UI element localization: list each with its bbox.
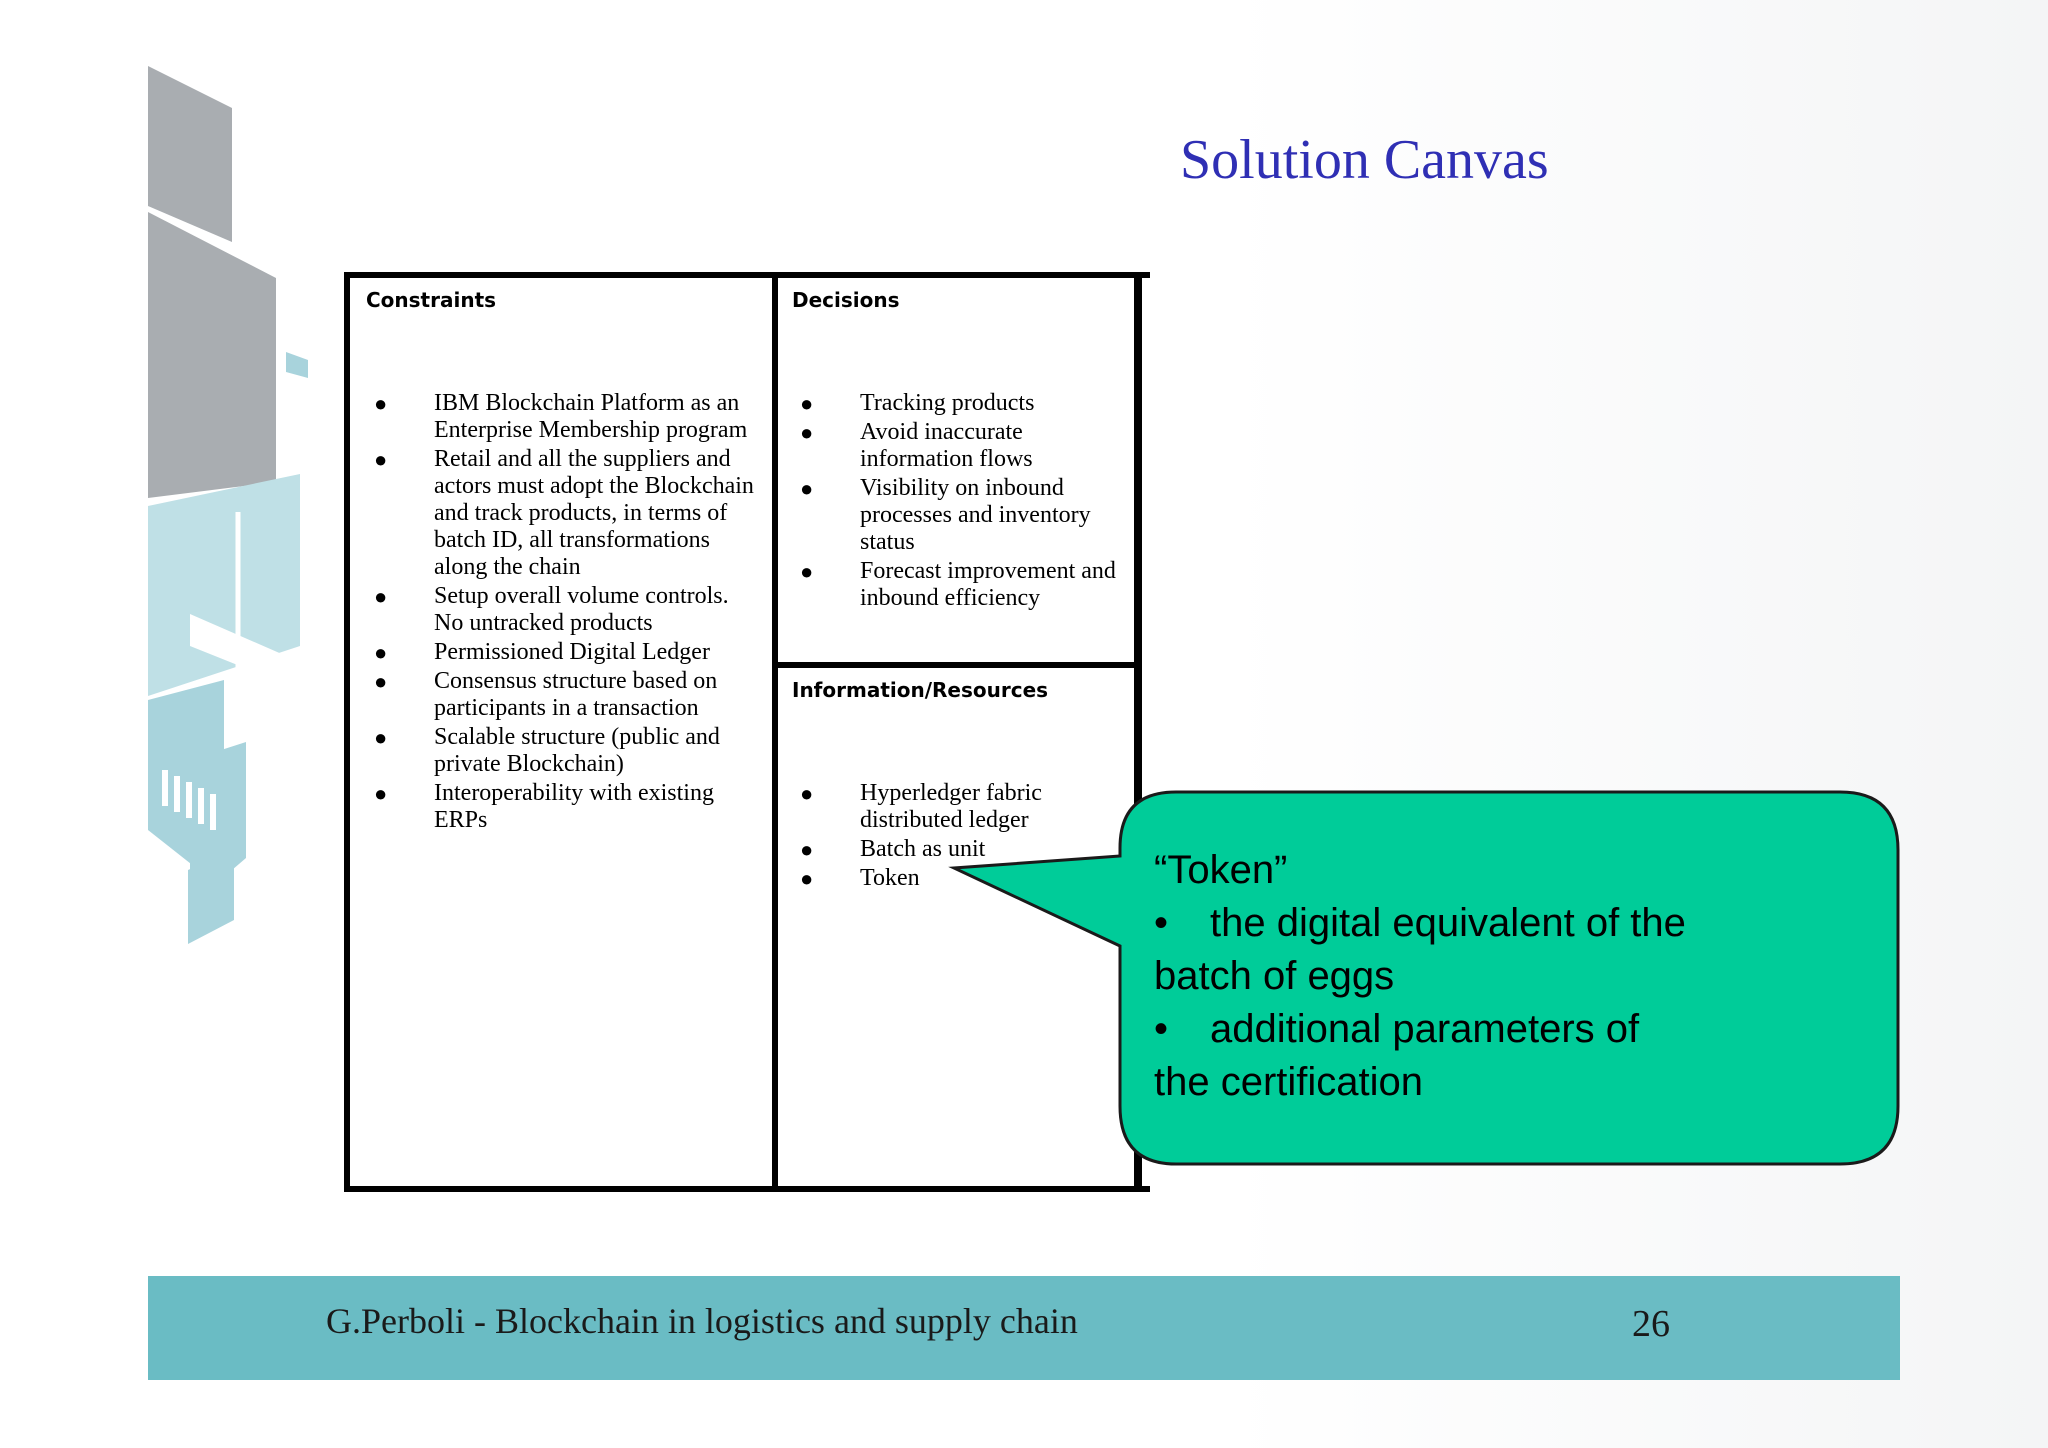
constraint-text: Consensus structure based on participants in a transaction: [434, 668, 718, 721]
slide-title: Solution Canvas: [1180, 129, 1549, 191]
decisions-list: [792, 390, 1124, 612]
bullet-icon: ●: [374, 725, 388, 750]
callout-bullet-2-cont: the certification: [1154, 1060, 1424, 1104]
list-item: [366, 724, 758, 778]
decisions-heading: Decisions: [792, 288, 900, 312]
information-heading: Information/Resources: [792, 678, 1049, 702]
information-text: Batch as unit: [860, 836, 986, 862]
bullet-icon: •: [1154, 1007, 1169, 1051]
constraint-text: Setup overall volume controls. No untracked products: [434, 583, 729, 636]
decision-text: Forecast improvement and inbound efficiency: [860, 558, 1116, 611]
bullet-icon: ●: [800, 476, 814, 501]
footer-text: G.Perboli - Blockchain in logistics and supply chain: [326, 1301, 1078, 1341]
callout-bullet-2: [1154, 1003, 1774, 1056]
information-text: Hyperledger fabric distributed ledger: [860, 780, 1042, 833]
list-item: [792, 475, 1124, 556]
bullet-icon: •: [1154, 901, 1169, 945]
constraint-text: Interoperability with existing ERPs: [434, 780, 714, 833]
decision-text: Tracking products: [860, 390, 1035, 416]
list-item: [792, 390, 1124, 417]
page-number: 26: [1632, 1303, 1670, 1345]
bullet-icon: ●: [800, 837, 814, 862]
constraints-list: [366, 390, 758, 834]
bullet-icon: ●: [800, 781, 814, 806]
bullet-icon: ●: [374, 781, 388, 806]
bullet-icon: ●: [374, 640, 388, 665]
canvas-border-stub: [1136, 272, 1150, 278]
decorative-side-graphic: [0, 0, 320, 960]
information-text: Token: [860, 865, 920, 891]
bullet-icon: ●: [800, 391, 814, 416]
callout-bullet-2-text: additional parameters of: [1210, 1007, 1640, 1051]
list-item: [366, 446, 758, 581]
list-item: [366, 583, 758, 637]
constraint-text: IBM Blockchain Platform as an Enterprise Membership program: [434, 390, 748, 443]
bullet-icon: ●: [800, 866, 814, 891]
list-item: [366, 390, 758, 444]
callout-title: “Token”: [1154, 848, 1288, 892]
constraint-text: Scalable structure (public and private Blockchain): [434, 724, 720, 777]
decision-text: Visibility on inbound processes and inventory status: [860, 475, 1091, 555]
list-item: [366, 639, 758, 666]
bullet-icon: ●: [374, 669, 388, 694]
list-item: [792, 419, 1124, 473]
constraint-text: Permissioned Digital Ledger: [434, 639, 710, 665]
list-item: [792, 558, 1124, 612]
callout-bullet-1-cont: batch of eggs: [1154, 954, 1395, 998]
bullet-icon: ●: [374, 391, 388, 416]
callout-text: [1154, 844, 1774, 1109]
list-item: [366, 668, 758, 722]
constraints-heading: Constraints: [366, 288, 497, 312]
callout-bullet-1-text: the digital equivalent of the: [1210, 901, 1686, 945]
bullet-icon: ●: [374, 447, 388, 472]
decisions-cell: [778, 278, 1134, 662]
bullet-icon: ●: [800, 559, 814, 584]
callout-bullet-1: [1154, 897, 1774, 950]
token-callout: [940, 788, 1900, 1168]
canvas-border-stub: [1136, 1186, 1150, 1192]
bullet-icon: ●: [374, 584, 388, 609]
decision-text: Avoid inaccurate information flows: [860, 419, 1033, 472]
constraint-text: Retail and all the suppliers and actors must adopt the Blockchain and track products, in terms of batch ID, all transformations along the chain: [434, 446, 754, 580]
constraints-cell: [350, 278, 772, 1186]
list-item: [366, 780, 758, 834]
bullet-icon: ●: [800, 420, 814, 445]
footer-bar: [148, 1276, 1900, 1380]
